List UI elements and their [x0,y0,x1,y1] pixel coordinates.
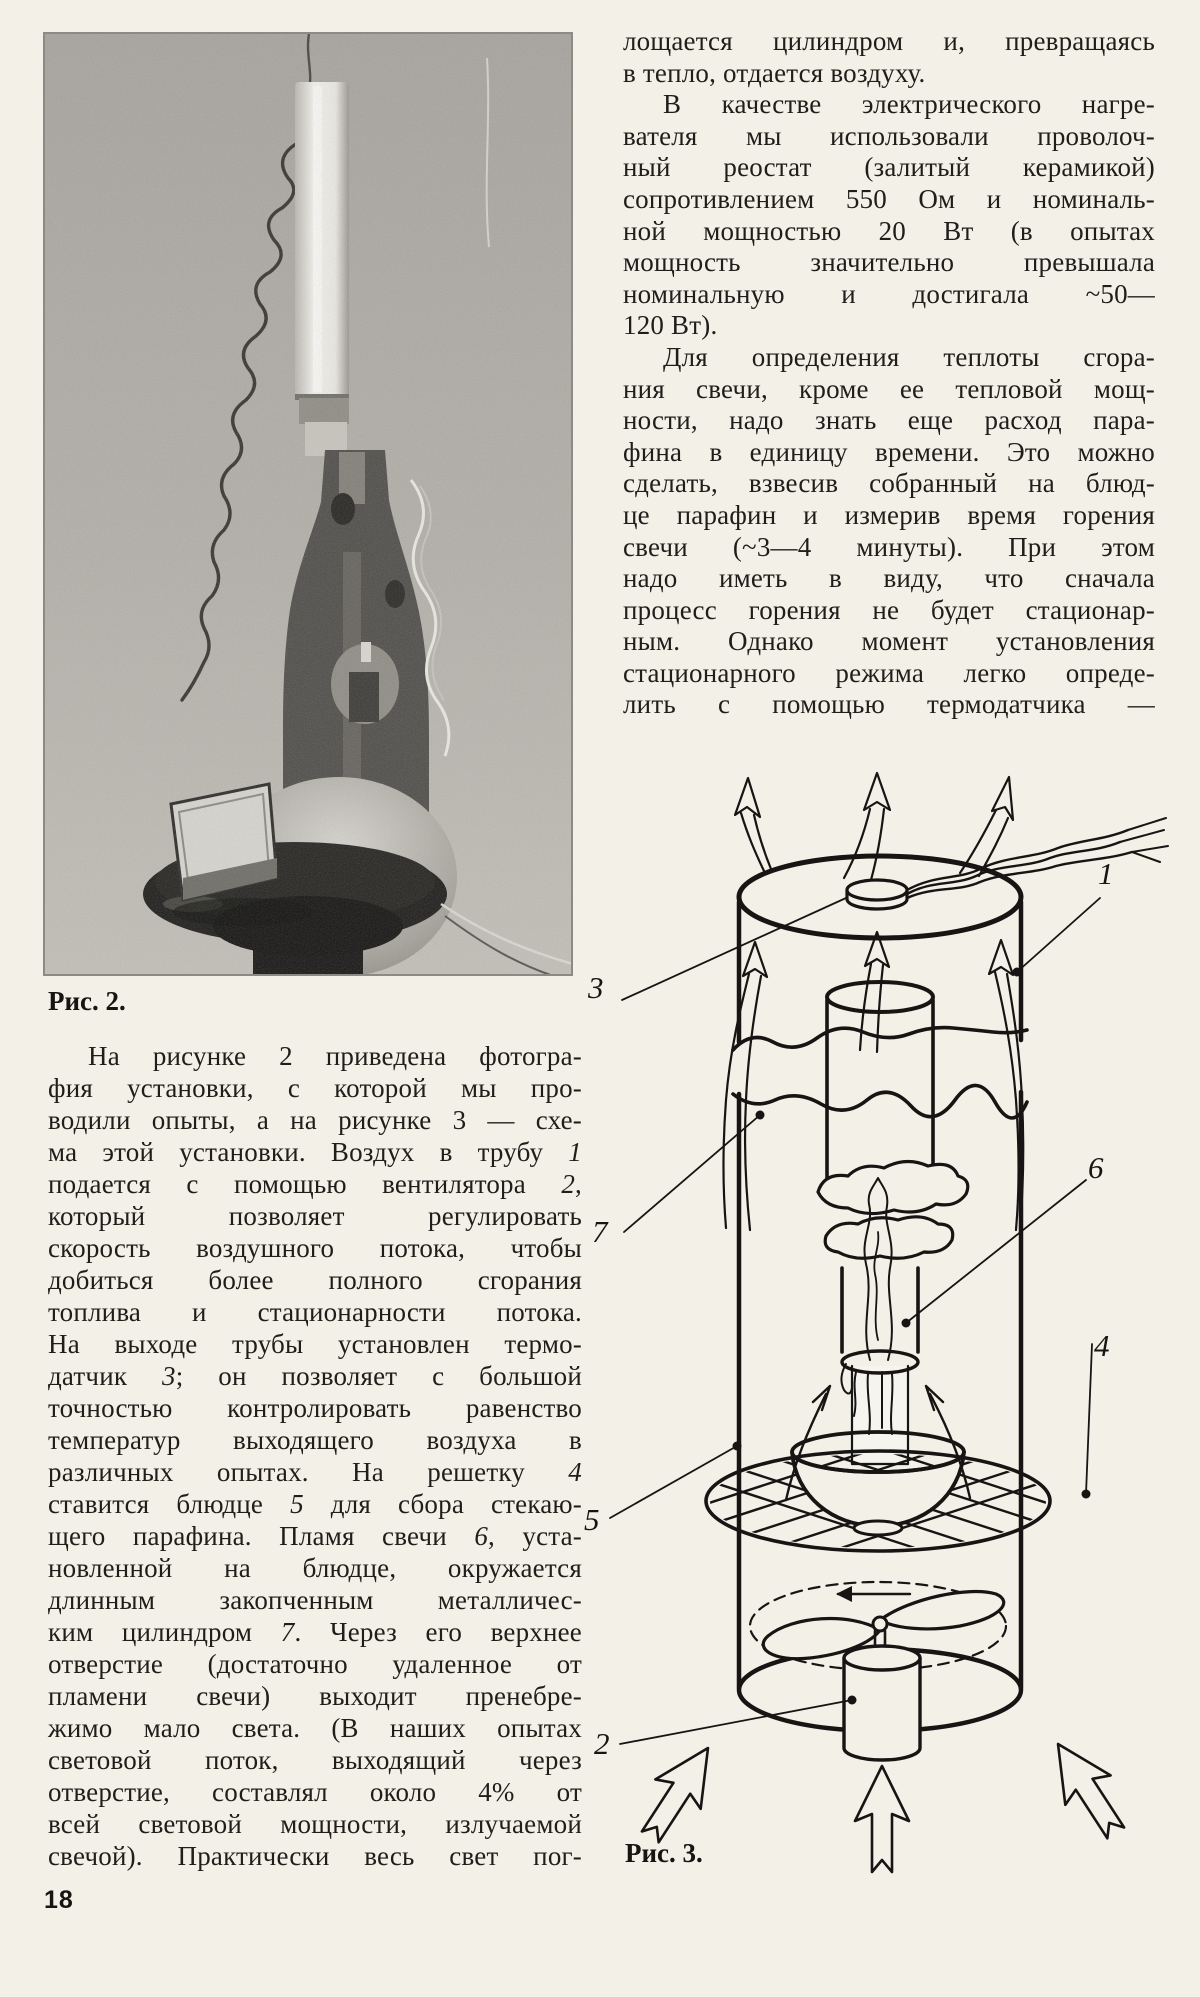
text-line: На рисунке 2 приведена фотогра- [88,1041,582,1071]
text-line: который позволяет регулировать [48,1201,582,1231]
text-line: надо иметь в виду, что сначала [623,563,1155,594]
text-line: жимо мало света. (В наших опытах [48,1713,582,1743]
text-line: добиться более полного сгорания [48,1265,582,1295]
rotation-arrowhead [836,1586,852,1602]
text-line: 120 Вт). [623,310,718,341]
candle [841,1351,918,1464]
figure3-diagram [580,580,1200,1900]
text-line: ставится блюдце 5 для сбора стекаю- [48,1489,582,1519]
figure3-label-7: 7 [592,1214,608,1249]
text-line: сделать, взвесив собранный на блюд- [623,468,1155,499]
text-line: топлива и стационарности потока. [48,1297,582,1327]
text-line: ности, надо знать еще расход пара- [623,405,1155,436]
text-line: свечой). Практически весь свет пог- [48,1841,582,1871]
figure3-label-5: 5 [584,1502,600,1537]
text-line: лощается цилиндром и, превращаясь [623,26,1155,56]
figure2-caption: Рис. 2. [48,986,126,1016]
text-line: ной мощностью 20 Вт (в опытах [623,215,1155,246]
text-line: ным. Однако момент установления [623,626,1155,657]
text-line: щего парафина. Пламя свечи 6, уста- [48,1521,582,1551]
figure3-label-2: 2 [594,1726,610,1761]
text-line: длинным закопченным металличес- [48,1585,582,1615]
text-line: процесс горения не будет стационар- [623,594,1155,625]
text-line: ма этой установки. Воздух в трубу 1 [48,1137,582,1167]
text-line: На выходе трубы установлен термо- [48,1329,582,1359]
text-line: световой поток, выходящий через [48,1745,582,1775]
text-line: новленной на блюдце, окружается [48,1553,582,1583]
figure3-label-3: 3 [588,970,604,1005]
text-line: точностью контролировать равенство [48,1393,582,1423]
text-line: подается с помощью вентилятора 2, [48,1169,582,1199]
leader-lines [610,898,1100,1744]
figure3-label-6: 6 [1088,1150,1104,1185]
text-line: ный реостат (залитый керамикой) [623,152,1155,183]
page-number: 18 [44,1886,74,1914]
text-line: ния свечи, кроме ее тепловой мощ- [623,373,1155,404]
text-line: стационарного режима легко опреде- [623,657,1155,688]
figure3-label-4: 4 [1094,1328,1110,1363]
text-line: Для определения теплоты сгора- [663,341,1155,372]
text-line: номинальную и достигала ~50— [623,278,1155,309]
text-line: свечи (~3—4 минуты). При этом [623,531,1155,562]
figure3-caption: Рис. 3. [625,1838,703,1868]
text-line: различных опытах. На решетку 4 [48,1457,582,1487]
text-line: отверстие, составлял около 4% от [48,1777,582,1807]
text-line: водили опыты, а на рисунке 3 — схе- [48,1105,582,1135]
text-line: скорость воздушного потока, чтобы [48,1233,582,1263]
fan-motor [844,1646,920,1760]
text-line: пламени свечи) выходит пренебре- [48,1681,582,1711]
left-text-column [48,1040,582,1872]
figure3-label-1: 1 [1098,856,1114,891]
text-line: сопротивлением 550 Ом и номиналь- [623,183,1155,214]
text-line: вателя мы использовали проволоч- [623,120,1155,151]
text-line: в тепло, отдается воздуху. [623,57,926,88]
text-line: лить с помощью термодатчика — [623,689,1155,720]
text-line: температур выходящего воздуха в [48,1425,582,1455]
text-line: це парафин и измерив время горения [623,499,1155,530]
text-line: мощность значительно превышала [623,247,1155,278]
thermosensor [847,880,907,909]
text-line: датчик 3; он позволяет с большой [48,1361,582,1391]
text-line: отверстие (достаточно удаленное от [48,1649,582,1679]
text-line: фия установки, с которой мы про- [48,1073,582,1103]
sensor-wires [907,818,1168,898]
text-line: ким цилиндром 7. Через его верхнее [48,1617,582,1647]
text-line: фина в единицу времени. Это можно [623,436,1155,467]
photo-grain [43,32,573,976]
figure2-photo [43,32,573,976]
text-line: всей световой мощности, излучаемой [48,1809,582,1839]
text-line: В качестве электрического нагре- [663,89,1155,120]
